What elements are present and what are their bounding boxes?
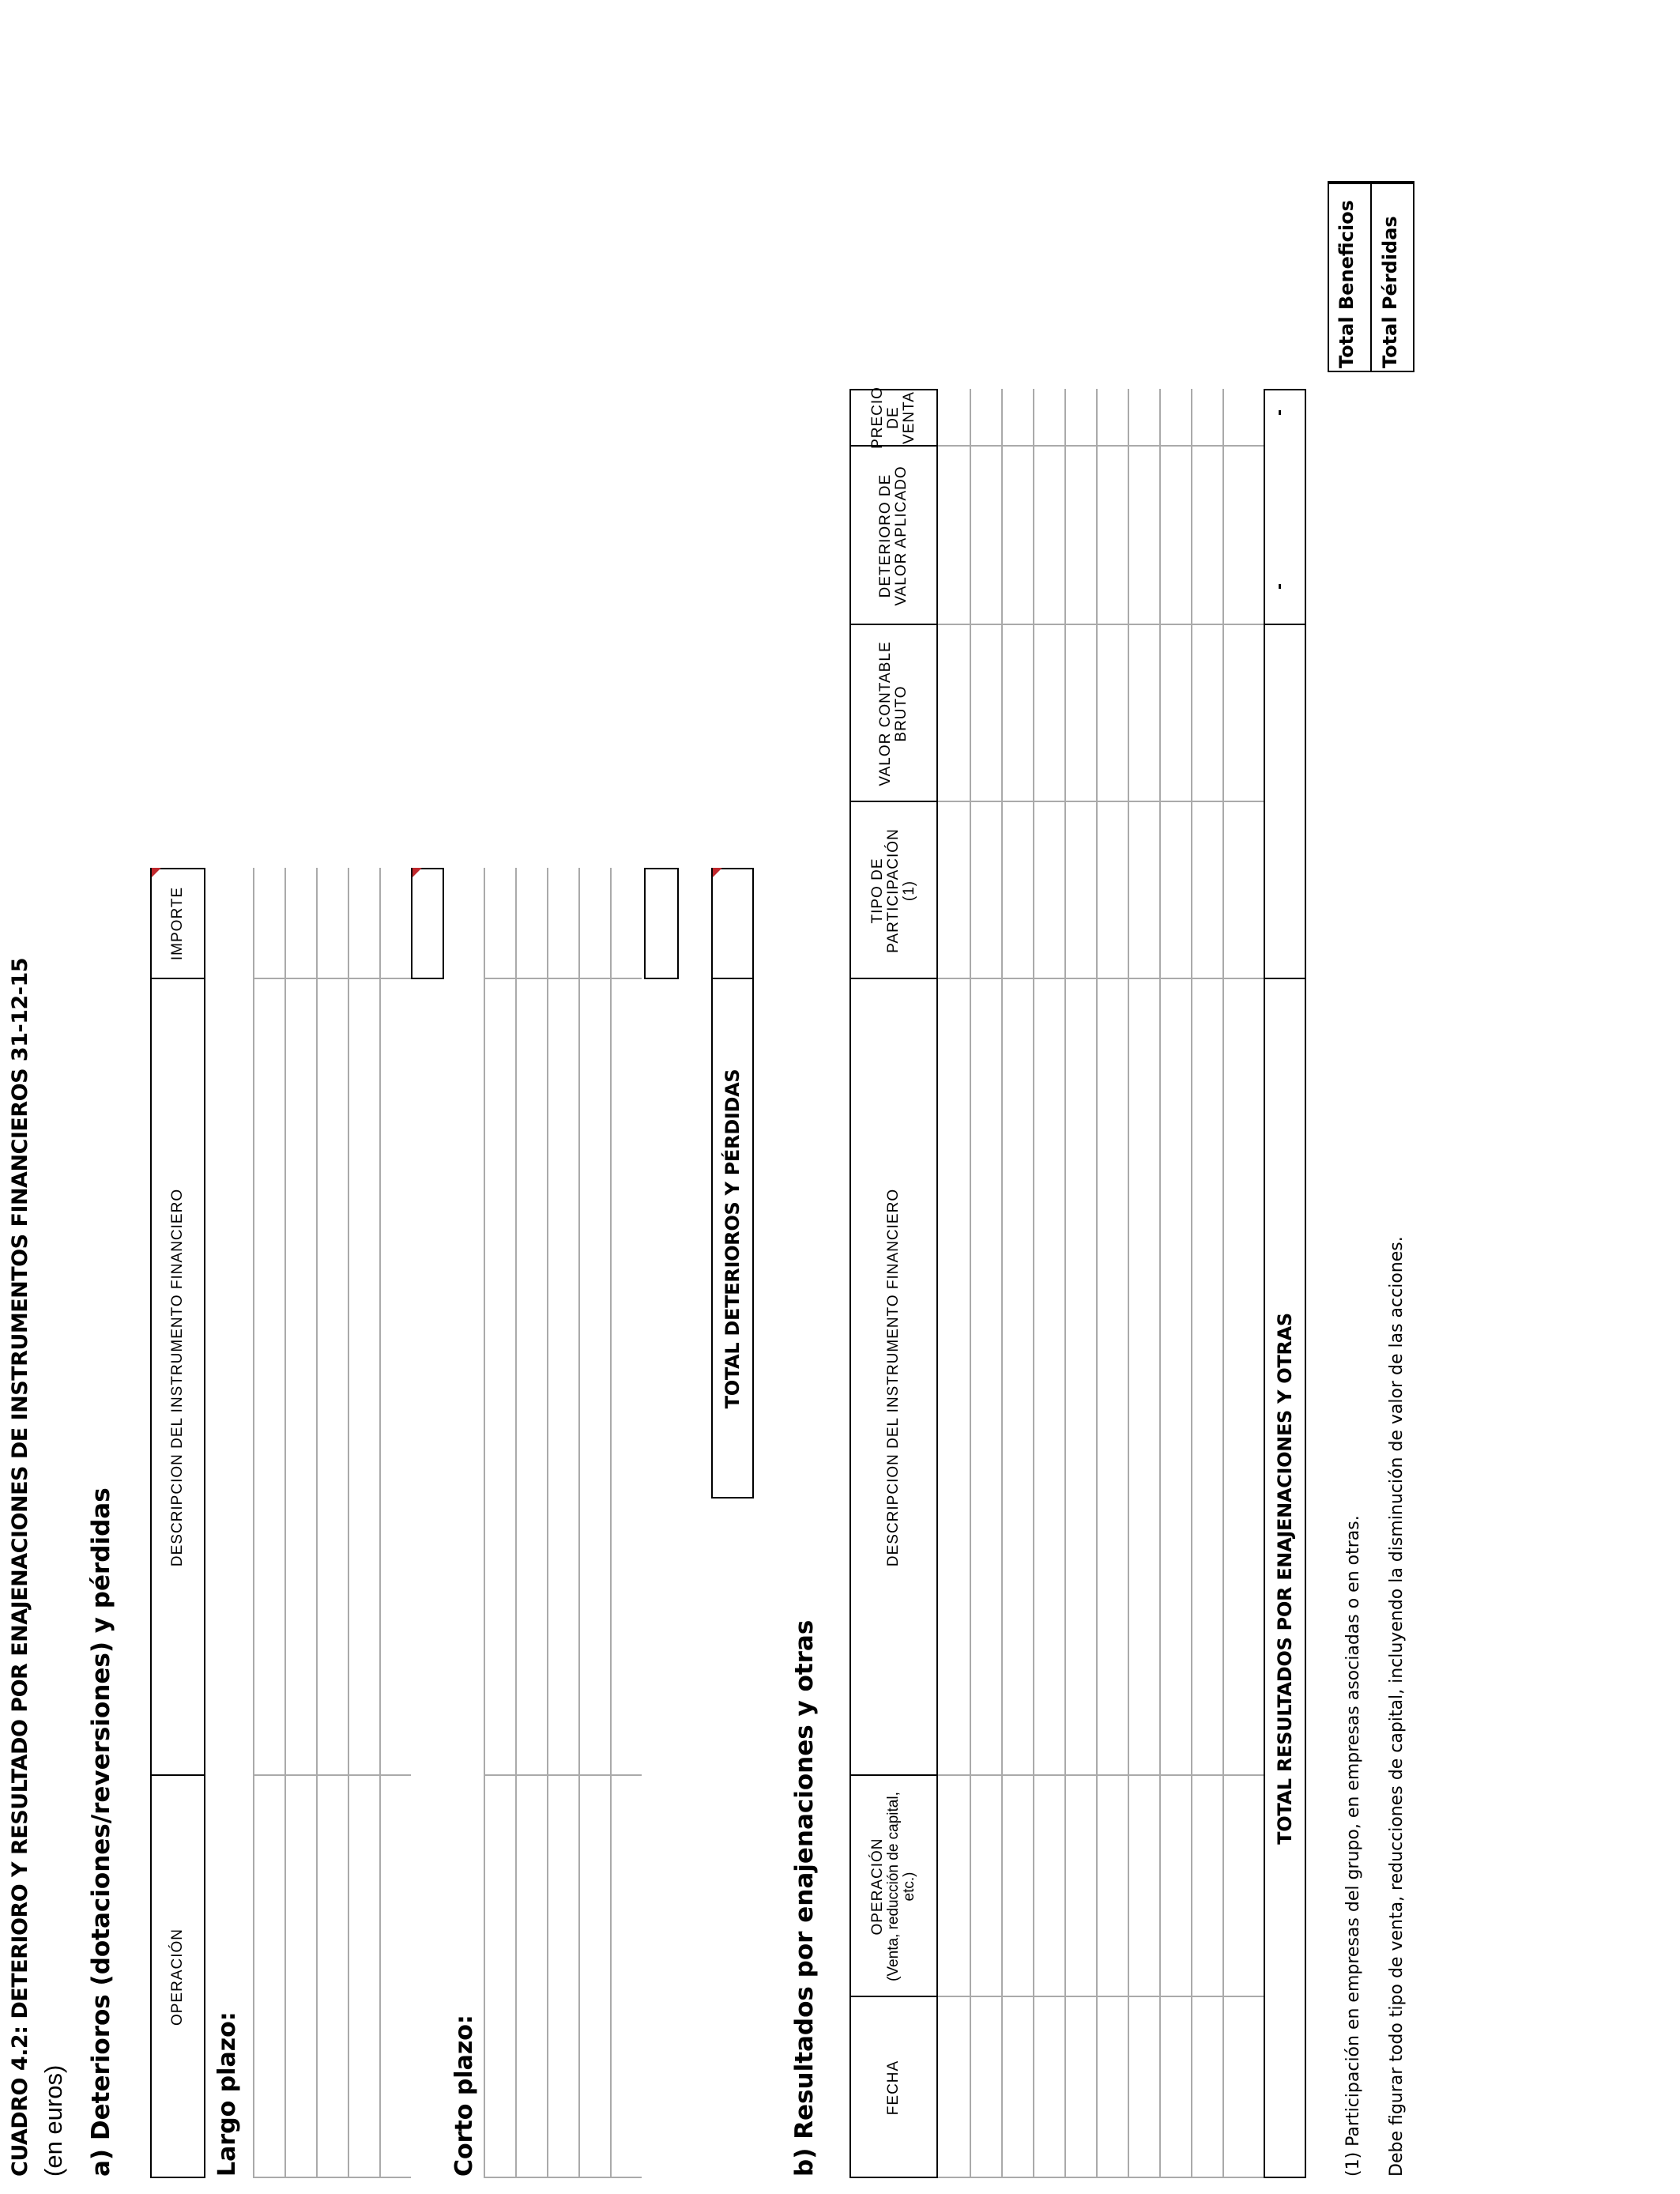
column-header-operacion: OPERACIÓN (Venta, reducción de capital, etc.) <box>869 1792 917 1981</box>
footnote-1: (1) Participación en empresas del grupo, en empresas asociadas o en otras. <box>1343 1515 1363 2177</box>
header-divider <box>849 978 938 979</box>
comment-marker <box>713 868 722 877</box>
column-header-deterioro: DETERIORO DE VALOR APLICADO <box>877 466 910 606</box>
header-divider <box>849 1996 938 1997</box>
summary-divider <box>1328 181 1414 183</box>
column-header-importe: IMPORTE <box>169 886 186 961</box>
total-deterioros-label: TOTAL DETERIOROS Y PÉRDIDAS <box>721 1069 744 1409</box>
largo-plazo-label: Largo plazo: <box>213 2011 241 2177</box>
corto-plazo-grid <box>484 868 657 2178</box>
total-beneficios-label: Total Beneficios <box>1335 200 1358 368</box>
largo-plazo-grid <box>253 868 427 2178</box>
column-header-valor: VALOR CONTABLE BRUTO <box>877 641 910 786</box>
section-b-heading: b) Resultados por enajenaciones y otras <box>790 1619 819 2177</box>
total-divider <box>1264 624 1306 625</box>
column-header-operacion: OPERACIÓN <box>169 1928 186 2026</box>
column-header-precio: PRECIO DE VENTA <box>869 386 917 449</box>
page-title: CUADRO 4.2: DETERIORO Y RESULTADO POR ENAJENACIONES DE INSTRUMENTOS FINANCIEROS 31-12-15 <box>8 957 32 2177</box>
total-divider <box>1264 978 1306 979</box>
header-divider <box>849 801 938 802</box>
column-header-descripcion: DESCRIPCION DEL INSTRUMENTO FINANCIERO <box>169 1188 186 1567</box>
header-divider <box>849 1774 938 1776</box>
column-header-tipo: TIPO DE PARTICIPACIÓN (1) <box>869 828 917 953</box>
total-perdidas-label: Total Pérdidas <box>1379 216 1401 368</box>
corto-plazo-subtotal-cell[interactable] <box>644 868 679 979</box>
section-a-heading: a) Deterioros (dotaciones/reversiones) y pérdidas <box>87 1487 115 2177</box>
comment-marker <box>152 868 161 877</box>
section-a-header-divider <box>150 1774 205 1776</box>
summary-divider <box>1370 183 1372 372</box>
total-deterioros-divider <box>711 978 754 979</box>
footnote-2: Debe figurar todo tipo de venta, reducciones de capital, incluyendo la disminución de valor de las acciones. <box>1387 1236 1407 2177</box>
total-deterioro-value: - <box>1268 409 1290 416</box>
column-header-descripcion: DESCRIPCION DEL INSTRUMENTO FINANCIERO <box>885 1188 902 1567</box>
comment-marker <box>412 868 422 877</box>
section-b-grid <box>938 389 1254 2178</box>
section-a-header-divider <box>150 978 205 979</box>
corto-plazo-label: Corto plazo: <box>450 2015 478 2177</box>
page-subtitle: (en euros) <box>40 2064 67 2177</box>
column-header-fecha: FECHA <box>885 2060 902 2116</box>
total-resultados-label: TOTAL RESULTADOS POR ENAJENACIONES Y OTRAS <box>1274 1313 1296 1845</box>
total-valor-value: - <box>1268 583 1290 590</box>
largo-plazo-subtotal-cell[interactable] <box>411 868 444 979</box>
header-divider <box>849 624 938 625</box>
